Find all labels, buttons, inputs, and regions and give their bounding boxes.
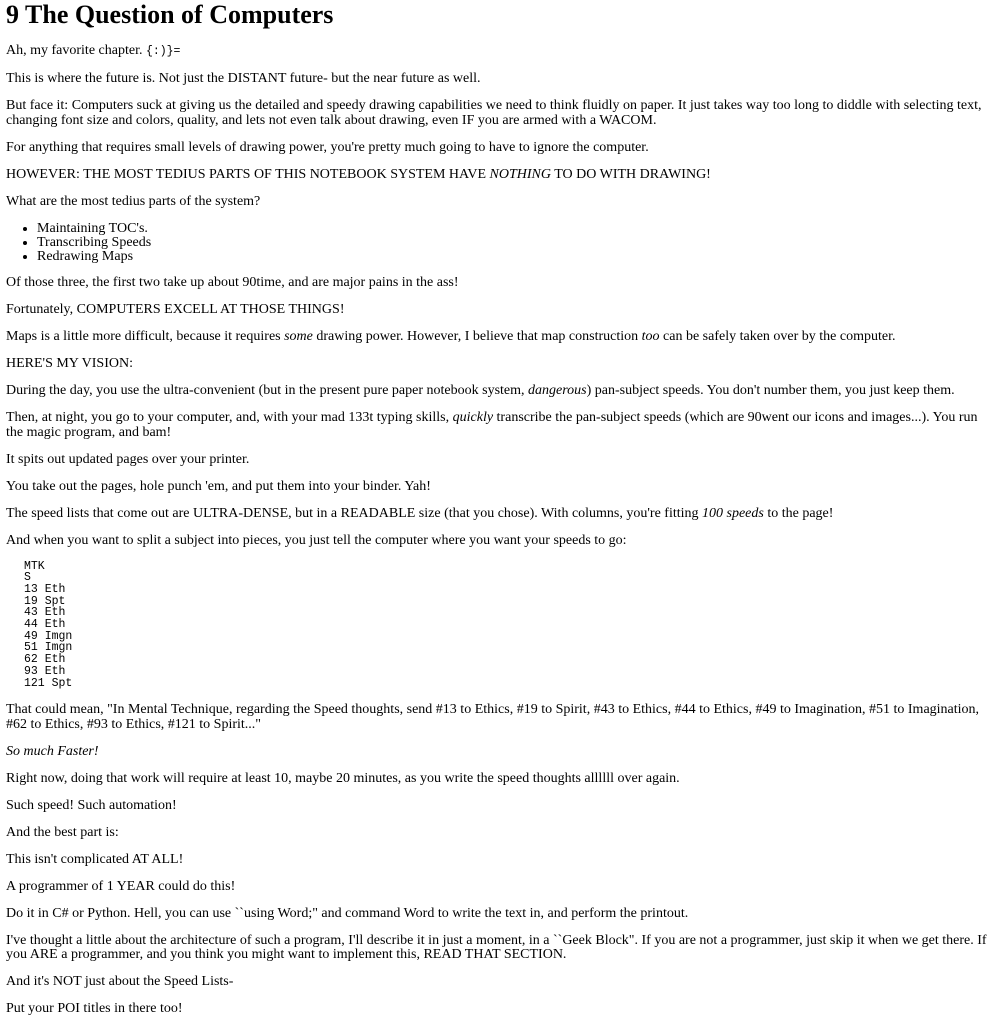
split-paragraph: And when you want to split a subject into pieces, you just tell the computer where you want your speeds to go: — [6, 532, 627, 548]
code-line: 51 Imgn — [24, 641, 73, 655]
question-paragraph: What are the most tedius parts of the system? — [6, 193, 261, 209]
could-mean-paragraph: That could mean, "In Mental Technique, regarding the Speed thoughts, send #13 to Ethics, #19 to Spirit, #43 to Ethics, #44 to Ethics, #49 to Imagination, #51 to Imagination, #62 to Ethics, #93 to Ethics, #121 to Spirit..." — [6, 702, 980, 732]
tedious-list — [6, 222, 994, 264]
code-line: 93 Eth — [24, 664, 66, 678]
thought-paragraph: I've thought a little about the architecture of such a program, I'll describe it in just a moment, in a ``Geek Block". If you are not a programmer, just skip it when we get there. If you ARE a programmer, and you think you might want to implement this, READ THAT SECTION. — [6, 932, 987, 963]
list-item: • Maintaining TOC's. — [37, 222, 994, 236]
chapter-heading: 9 The Question of Computers — [6, 0, 334, 29]
code-line: S — [24, 571, 31, 585]
not-just-paragraph: And it's NOT just about the Speed Lists- — [6, 974, 234, 990]
night-paragraph — [6, 411, 994, 440]
programmer-paragraph: A programmer of 1 YEAR could do this! — [6, 878, 236, 894]
fortunately-paragraph: Fortunately, COMPUTERS EXCELL AT THOSE THINGS! — [6, 302, 345, 317]
intro-text: Ah, my favorite chapter. — [6, 43, 146, 58]
such-speed-paragraph: Such speed! Such automation! — [6, 797, 177, 813]
night-emphasis: quickly — [452, 410, 494, 425]
code-block — [24, 561, 994, 690]
do-it-paragraph: Do it in C# or Python. Hell, you can use ``using Word;" and command Word to write the text in, and perform the printout. — [6, 905, 689, 921]
during-emphasis: dangerous — [528, 383, 587, 398]
maps-text-c: can be safely taken over by the computer. — [659, 329, 896, 344]
night-text-b: transcribe the pan-subject speeds (which are 90went our icons and images...). You run the magic program, and bam! — [6, 410, 978, 440]
lists-emphasis: 100 speeds — [702, 505, 764, 521]
put-titles-paragraph: Put your POI titles in there too! — [6, 1001, 183, 1017]
maps-paragraph — [6, 330, 994, 345]
face-it-paragraph: But face it: Computers suck at giving us the detailed and speedy drawing capabilities we need to think fluidly on paper. It just takes way too long to diddle with selecting text, changing font size and colors, quality, and lets not even talk about drawing, even IF you are armed with a WACOM. — [6, 98, 982, 128]
vision-paragraph: HERE'S MY VISION: — [6, 356, 133, 371]
code-line: 43 Eth — [24, 606, 66, 620]
code-line: MTK — [24, 559, 45, 573]
list-item: • Redrawing Maps — [37, 250, 994, 264]
spits-paragraph: It spits out updated pages over your printer. — [6, 451, 250, 467]
code-line: 62 Eth — [24, 653, 66, 667]
lists-paragraph — [6, 507, 994, 522]
not-complicated-paragraph: This isn't complicated AT ALL! — [6, 851, 184, 867]
however-text-start: HOWEVER: THE MOST TEDIUS PARTS OF THIS NOTEBOOK SYSTEM HAVE — [6, 166, 490, 182]
intro-paragraph — [6, 44, 994, 60]
however-text-end: TO DO WITH DRAWING! — [550, 166, 711, 182]
emoticon-code: {:)}= — [145, 45, 181, 58]
code-line: 19 Spt — [24, 594, 66, 608]
list-item: • Transcribing Speeds — [37, 236, 994, 250]
future-paragraph: This is where the future is. Not just the DISTANT future- but the near future as well. — [6, 71, 481, 86]
best-part-paragraph: And the best part is: — [6, 824, 119, 840]
however-emphasis: NOTHING — [489, 166, 551, 182]
code-line: 44 Eth — [24, 618, 66, 632]
code-line: 13 Eth — [24, 582, 66, 596]
lists-text-a: The speed lists that come out are ULTRA-DENSE, but in a READABLE size (that you chose). With columns, you're fitting — [6, 505, 703, 521]
night-text-a: Then, at night, you go to your computer, and, with your mad 133t typing skills, — [6, 410, 453, 425]
lists-text-b: to the page! — [763, 505, 834, 521]
anything-paragraph: For anything that requires small levels of drawing power, you're pretty much going to have to ignore the computer. — [6, 139, 649, 155]
code-line: 49 Imgn — [24, 629, 73, 643]
maps-emphasis-some: some — [284, 329, 313, 344]
code-line: 121 Spt — [24, 676, 73, 690]
faster-paragraph — [6, 745, 994, 760]
right-now-paragraph: Right now, doing that work will require at least 10, maybe 20 minutes, as you write the speed thoughts allllll over again. — [6, 770, 680, 786]
faster-emphasis: So much Faster! — [6, 743, 99, 759]
take-paragraph: You take out the pages, hole punch 'em, and put them into your binder. Yah! — [6, 478, 431, 494]
of-those-paragraph: Of those three, the first two take up about 90time, and are major pains in the ass! — [6, 275, 459, 290]
during-text-b: ) pan-subject speeds. You don't number them, you just keep them. — [586, 383, 955, 398]
however-paragraph — [6, 168, 994, 183]
maps-text-a: Maps is a little more difficult, because it requires — [6, 329, 285, 344]
maps-emphasis-too: too — [641, 329, 660, 344]
during-text-a: During the day, you use the ultra-convenient (but in the present pure paper notebook system, — [6, 383, 529, 398]
maps-text-b: drawing power. However, I believe that map construction — [312, 329, 642, 344]
during-paragraph — [6, 384, 994, 399]
